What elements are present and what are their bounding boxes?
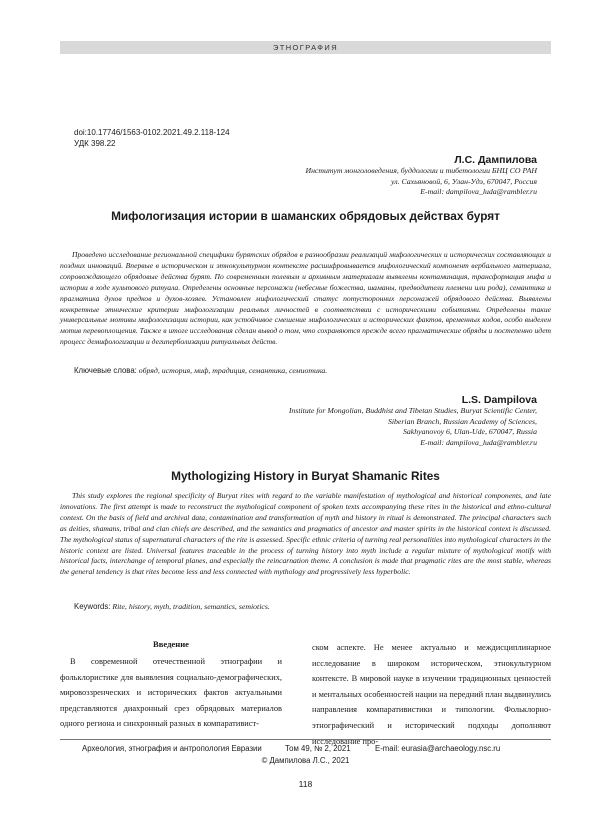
affiliation-email: E-mail: dampilova_luda@rambler.ru	[420, 437, 537, 447]
affiliation-ru	[305, 166, 537, 198]
page-number: 118	[298, 779, 313, 789]
affiliation-line: Институт монголоведения, буддологии и тибетологии БНЦ СО РАН	[305, 166, 537, 175]
keywords-en	[74, 602, 270, 611]
author-name-ru: Л.С. Дампилова	[454, 154, 537, 166]
affiliation-line: ул. Сахьяновой, 6, Улан-Удэ, 670047, Россия	[390, 176, 537, 186]
doi-line: doi:10.17746/1563-0102.2021.49.2.118-124	[74, 128, 230, 137]
keywords-label: Keywords:	[74, 602, 111, 611]
udc-line: УДК 398.22	[74, 139, 116, 148]
section-heading-introduction: Введение	[153, 639, 189, 649]
footer-email: E-mail: eurasia@archaeology.nsc.ru	[375, 744, 501, 753]
section-header: ЭТНОГРАФИЯ	[60, 41, 551, 54]
footer-copyright: © Дампилова Л.С., 2021	[261, 756, 350, 765]
body-column-left: В современной отечественной этнографии и фольклористике для выявления социально-демографических, мировоззренческих и исторических фактов актуальными представляются диахронный срез обрядовых материалов одного региона и синхронный разных в компаративист-	[60, 657, 282, 729]
keywords-value: обряд, история, миф, традиция, семантика, семиотика.	[138, 366, 328, 375]
affiliation-line: Institute for Mongolian, Buddhist and Tibetan Studies, Buryat Scientific Center,	[288, 406, 537, 415]
author-name-en: L.S. Dampilova	[461, 394, 537, 406]
body-column-right: ском аспекте. Не менее актуально и междисциплинарное исследование в широком историческом, этнокультурном контексте. В мировой науке в изучении традиционных ценностей и ментальных особенностей нации на передний план выдвинулись направления компаративистики и типологии. Фольклорно-этнографический и исторический подходы дополняют исследование про-	[312, 643, 551, 746]
keywords-value: Rite, history, myth, tradition, semantics, semiotics.	[112, 602, 270, 611]
affiliation-line: Sakhyanovoy 6, Ulan-Ude, 670047, Russia	[402, 427, 537, 437]
affiliation-line: Siberian Branch, Russian Academy of Sciences,	[387, 416, 537, 426]
footer-journal-name: Археология, этнография и антропология Евразии	[82, 744, 262, 753]
affiliation-email: E-mail: dampilova_luda@rambler.ru	[420, 187, 537, 197]
footer-divider	[60, 739, 551, 740]
keywords-ru	[74, 366, 327, 375]
footer-volume: Том 49, № 2, 2021	[285, 744, 351, 753]
abstract-ru: Проведено исследование региональной специфики бурятских обрядов в разнообразии реализаций мифологических и исторических составляющих и поздних инноваций. Впервые в историческом и этнокультурном контексте расшифровывается мифологический компонент вербального материала, сопровождающего обрядовые действа бурят. По современным полевым и архивным материалам выявлены контаминация, трансформация мифа и истории в ходе культового ритуала. Определены основные персонажи (небесные божества, шаманы, предводители племени или рода), семантика и прагматика духов предков и духов-хозяев. Установлен мифологический статус потусторонних персонажей обрядового действа. Выявлены конкретные этнические критерии мифологизации реальных личностей в соответствии с историческими событиями. Определены такие универсальные мотивы мифологизации истории, как устойчивое смешение мифологических и исторических фактов, временных кодов, особо выделен мотив перевоплощения. Также в итоге исследования сделан вывод о том, что сохраняются прежде всего прагматические обряды и постепенно идет процесс демифологизации и дегиперболизации ритуальных действ.	[60, 250, 551, 347]
abstract-en: This study explores the regional specificity of Buryat rites with regard to the variable manifestation of mythological and historical components, and late innovations. The first attempt is made to reconstruct the mythological component of spoken texts accompanying these rites in the historical and ethno-cultural context. On the basis of field and archival data, contamination and transformation of myth and history in ritual is demonstrated. The principal characters such as deities, shamans, tribal and clan chiefs are described, and the semantics and pragmatics of ancestor and master spirits in the historical context is discussed. The mythological status of supernatural characters of the rite is assessed. Specific ethnic criteria of turning real personalities into mythological characters in the historic context are listed. Universal features traceable in the process of turning history into myth include a regular mixture of mythological motifs with historical facts, interchange of temporal planes, and especially the reincarnation theme. A conclusion is made that pragmatic rites are the most stable, whereas the general tendency is that rites become less and less connected with mythology and progressively less hyperbolic.	[60, 491, 551, 577]
affiliation-en	[289, 406, 537, 448]
article-title-ru: Мифологизация истории в шаманских обрядовых действах бурят	[111, 209, 500, 223]
article-title-en: Mythologizing History in Buryat Shamanic Rites	[171, 469, 440, 483]
keywords-label: Ключевые слова:	[74, 366, 137, 375]
